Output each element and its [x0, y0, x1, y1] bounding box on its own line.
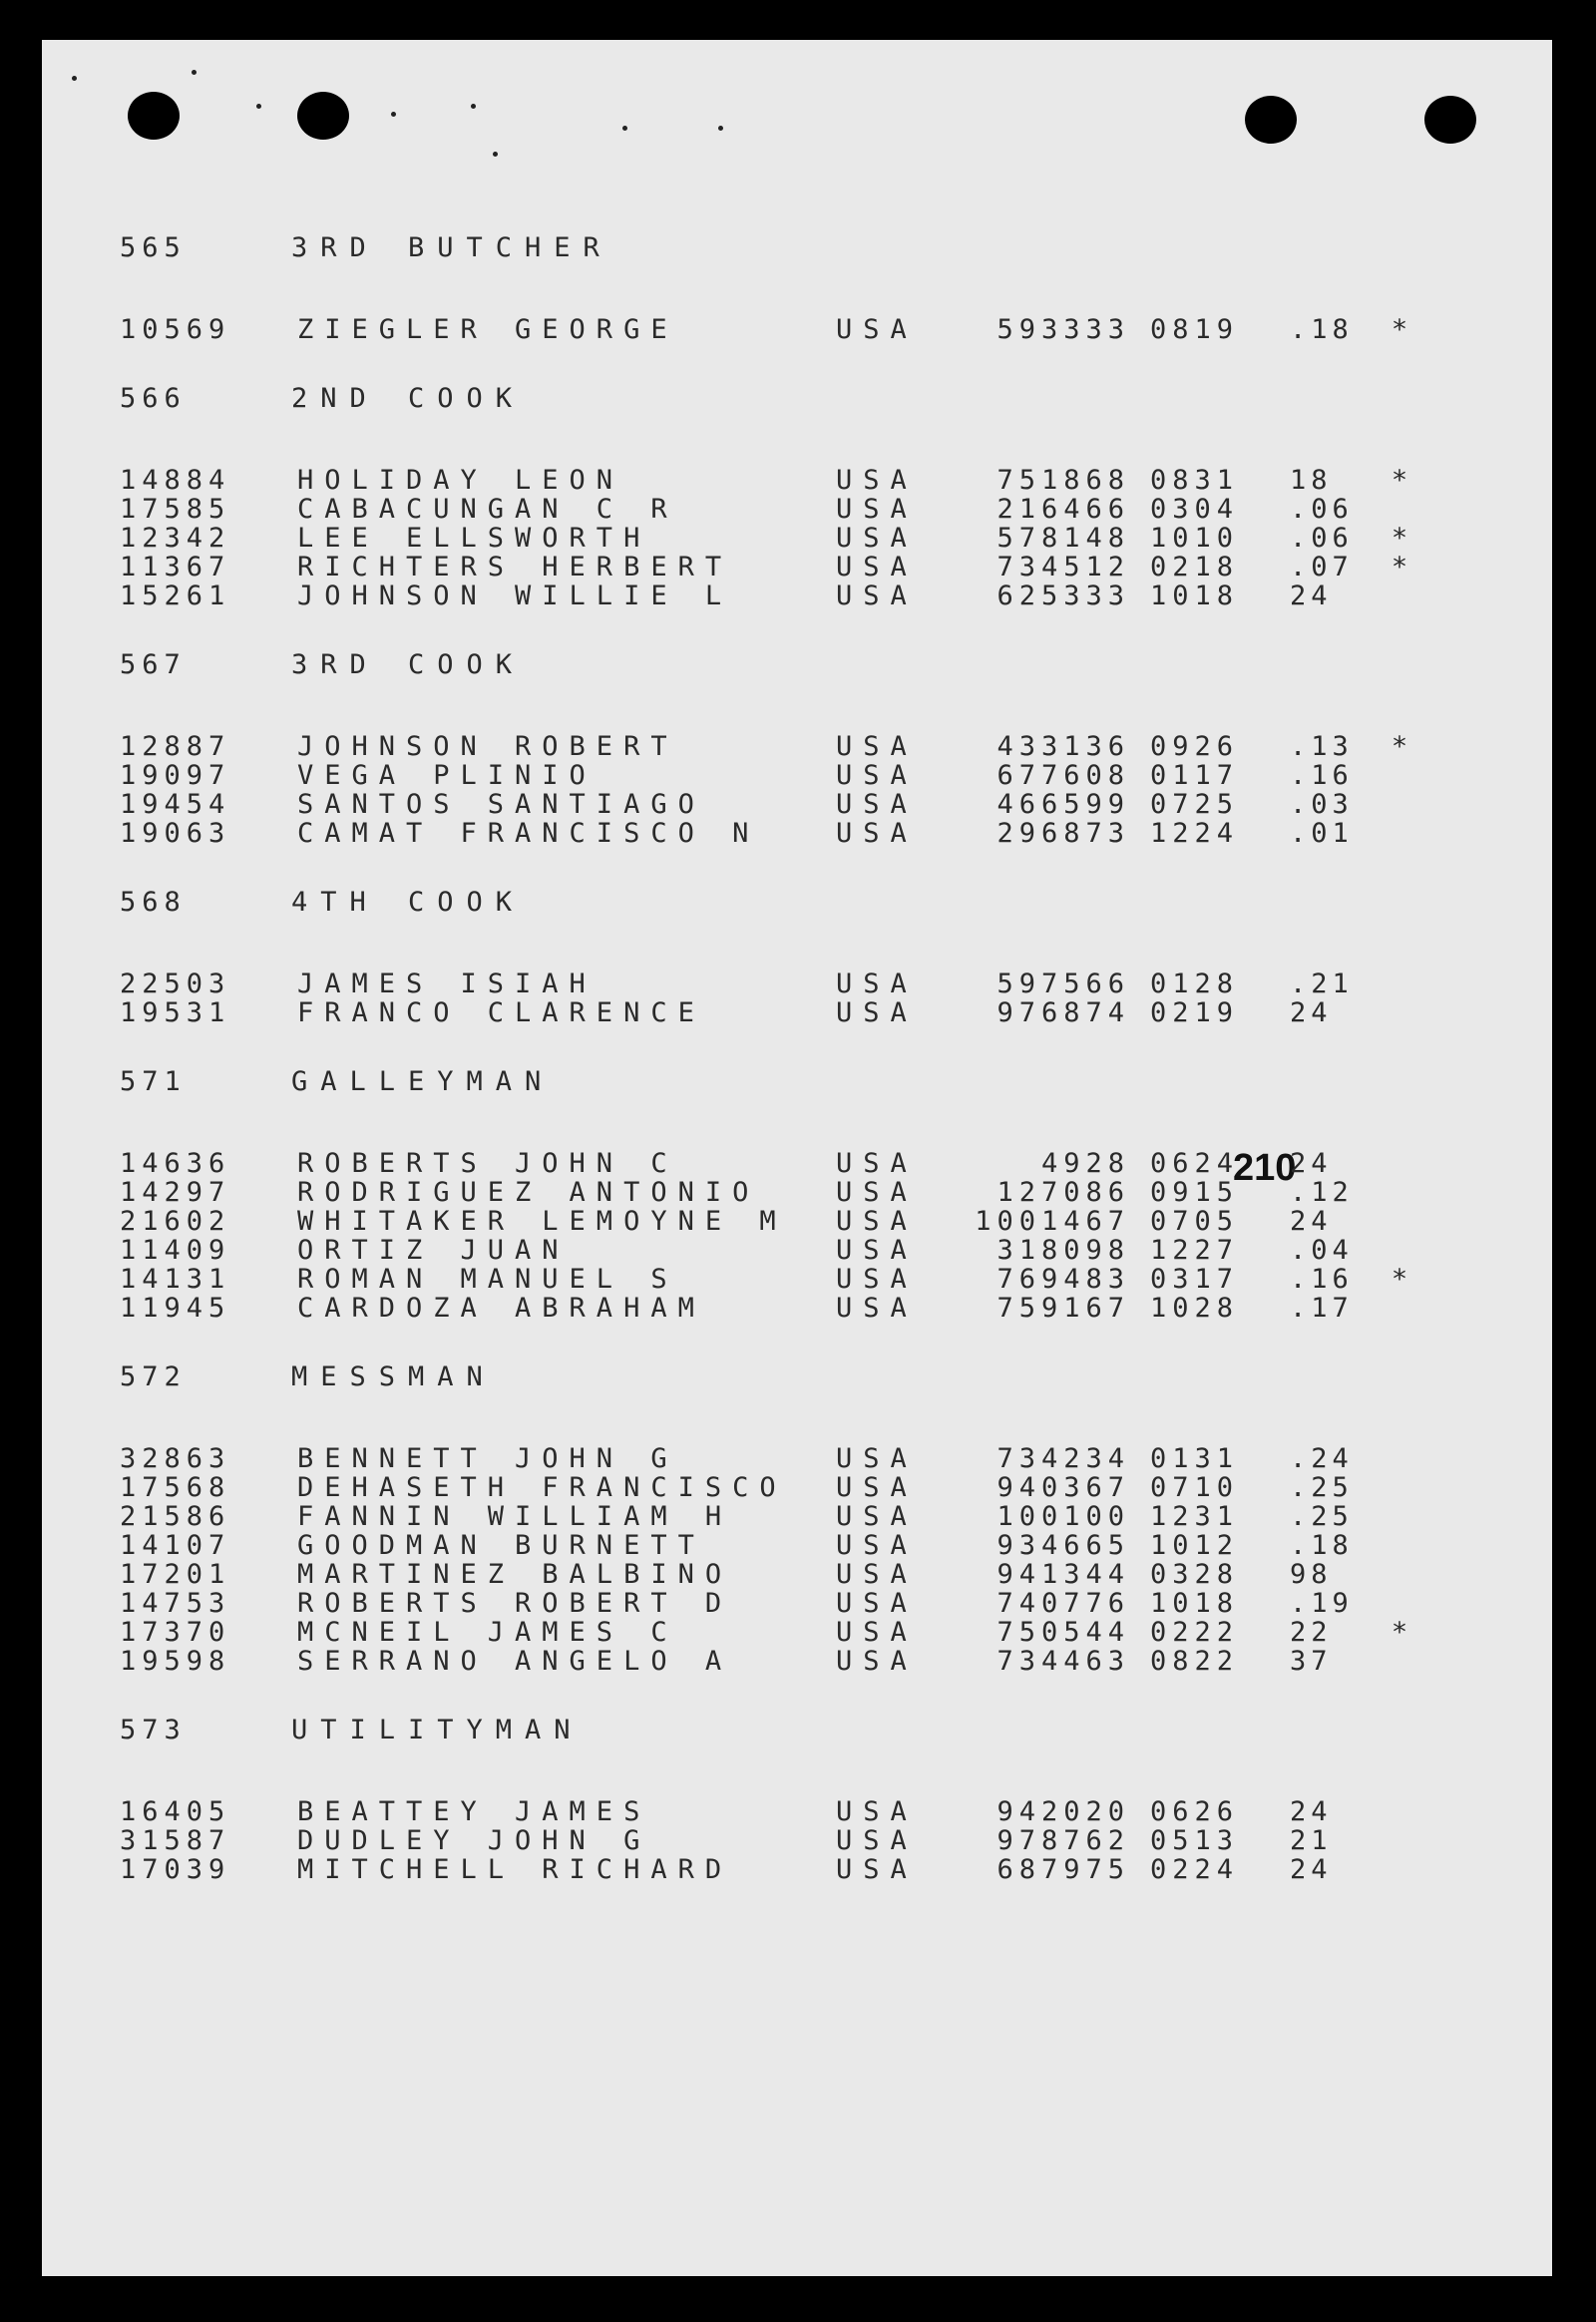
crew-name: BEATTEY JAMES — [297, 1796, 651, 1827]
nationality: USA — [836, 1206, 918, 1237]
crew-number: 14636 — [120, 1148, 231, 1179]
nationality: USA — [836, 1588, 918, 1619]
ink-speck — [471, 104, 476, 109]
value-code: 24 — [1290, 1148, 1333, 1179]
crew-row — [120, 1797, 1516, 1826]
nationality: USA — [836, 1293, 918, 1324]
value-code: .25 — [1290, 1501, 1354, 1532]
document-number: 940367 — [997, 1472, 1130, 1503]
document-number: 934665 — [997, 1530, 1130, 1561]
crew-number: 31587 — [120, 1825, 231, 1856]
nationality: USA — [836, 523, 918, 554]
nationality: USA — [836, 1148, 918, 1179]
crew-row — [120, 998, 1516, 1027]
crew-row — [120, 1618, 1516, 1647]
value-code: .21 — [1290, 968, 1354, 999]
date-code: 1012 — [1150, 1530, 1240, 1561]
value-code: .03 — [1290, 789, 1354, 820]
crew-number: 21602 — [120, 1206, 231, 1237]
document-number: 216466 — [997, 494, 1130, 525]
date-code: 0117 — [1150, 760, 1240, 791]
rating-section — [120, 1356, 1516, 1676]
crew-name: MARTINEZ BALBINO — [297, 1559, 733, 1590]
ink-speck — [718, 126, 723, 131]
crew-row — [120, 495, 1516, 524]
asterisk-mark: * — [1391, 552, 1408, 582]
crew-number: 19097 — [120, 760, 231, 791]
document-number: 466599 — [997, 789, 1130, 820]
date-code: 0725 — [1150, 789, 1240, 820]
crew-row — [120, 1560, 1516, 1589]
value-code: 37 — [1290, 1646, 1333, 1677]
value-code: .24 — [1290, 1443, 1354, 1474]
value-code: .12 — [1290, 1177, 1354, 1208]
date-code: 0128 — [1150, 968, 1240, 999]
nationality: USA — [836, 1617, 918, 1648]
rating-code: 565 — [120, 231, 187, 263]
value-code: 21 — [1290, 1825, 1333, 1856]
crew-number: 17201 — [120, 1559, 231, 1590]
rating-title: 3RD COOK — [291, 648, 526, 680]
crew-number: 17039 — [120, 1854, 231, 1885]
rating-code: 572 — [120, 1360, 187, 1392]
document-number: 593333 — [997, 314, 1130, 345]
nationality: USA — [836, 1264, 918, 1295]
crew-name: ROBERTS JOHN C — [297, 1148, 678, 1179]
crew-name: JAMES ISIAH — [297, 968, 597, 999]
rating-title: GALLEYMAN — [291, 1065, 555, 1097]
nationality: USA — [836, 1796, 918, 1827]
document-number: 759167 — [997, 1293, 1130, 1324]
rating-section — [120, 1061, 1516, 1323]
crew-number: 11367 — [120, 552, 231, 582]
document-number: 751868 — [997, 465, 1130, 496]
crew-name: JOHNSON WILLIE L — [297, 580, 733, 611]
crew-row — [120, 1473, 1516, 1502]
nationality: USA — [836, 1177, 918, 1208]
crew-row — [120, 466, 1516, 495]
date-code: 0926 — [1150, 731, 1240, 762]
value-code: 24 — [1290, 1796, 1333, 1827]
value-code: .25 — [1290, 1472, 1354, 1503]
nationality: USA — [836, 997, 918, 1028]
punch-hole — [128, 92, 180, 140]
crew-name: DUDLEY JOHN G — [297, 1825, 651, 1856]
nationality: USA — [836, 494, 918, 525]
value-code: .06 — [1290, 494, 1354, 525]
value-code: .13 — [1290, 731, 1354, 762]
nationality: USA — [836, 1530, 918, 1561]
crew-row — [120, 315, 1516, 344]
rating-code: 566 — [120, 382, 187, 414]
date-code: 0131 — [1150, 1443, 1240, 1474]
rating-title: 4TH COOK — [291, 886, 526, 918]
crew-number: 17568 — [120, 1472, 231, 1503]
crew-name: WHITAKER LEMOYNE M — [297, 1206, 787, 1237]
document-number: 750544 — [997, 1617, 1130, 1648]
crew-number: 32863 — [120, 1443, 231, 1474]
document-number: 1001467 — [975, 1206, 1130, 1237]
crew-name: ROMAN MANUEL S — [297, 1264, 678, 1295]
document-number: 941344 — [997, 1559, 1130, 1590]
crew-name: CARDOZA ABRAHAM — [297, 1293, 705, 1324]
nationality: USA — [836, 580, 918, 611]
crew-name: RICHTERS HERBERT — [297, 552, 733, 582]
document-number: 296873 — [997, 818, 1130, 849]
crew-name: FRANCO CLARENCE — [297, 997, 705, 1028]
crew-name: GOODMAN BURNETT — [297, 1530, 705, 1561]
crew-name: CAMAT FRANCISCO N — [297, 818, 760, 849]
value-code: 24 — [1290, 580, 1333, 611]
date-code: 0624 — [1150, 1148, 1240, 1179]
crew-number: 15261 — [120, 580, 231, 611]
section-header — [120, 882, 1516, 922]
crew-number: 21586 — [120, 1501, 231, 1532]
rating-section — [120, 1710, 1516, 1884]
rating-title: 2ND COOK — [291, 382, 526, 414]
nationality: USA — [836, 1235, 918, 1266]
crew-number: 11409 — [120, 1235, 231, 1266]
nationality: USA — [836, 465, 918, 496]
crew-row — [120, 1149, 1516, 1178]
asterisk-mark: * — [1391, 731, 1408, 762]
page-number: 210 — [1233, 1147, 1297, 1189]
crew-row — [120, 790, 1516, 819]
value-code: 24 — [1290, 997, 1333, 1028]
crew-name: DEHASETH FRANCISCO — [297, 1472, 787, 1503]
crew-row — [120, 581, 1516, 610]
date-code: 0626 — [1150, 1796, 1240, 1827]
date-code: 1224 — [1150, 818, 1240, 849]
asterisk-mark: * — [1391, 465, 1408, 496]
nationality: USA — [836, 789, 918, 820]
punch-hole — [297, 92, 349, 140]
document-number: 734512 — [997, 552, 1130, 582]
section-header — [120, 227, 1516, 267]
rating-code: 571 — [120, 1065, 187, 1097]
date-code: 1018 — [1150, 1588, 1240, 1619]
crew-list — [120, 227, 1516, 1918]
crew-number: 14753 — [120, 1588, 231, 1619]
date-code: 0224 — [1150, 1854, 1240, 1885]
document-number: 740776 — [997, 1588, 1130, 1619]
rating-section — [120, 227, 1516, 344]
crew-number: 19454 — [120, 789, 231, 820]
date-code: 1028 — [1150, 1293, 1240, 1324]
nationality: USA — [836, 1559, 918, 1590]
date-code: 0710 — [1150, 1472, 1240, 1503]
crew-row — [120, 819, 1516, 848]
value-code: .16 — [1290, 1264, 1354, 1295]
crew-row — [120, 1531, 1516, 1560]
crew-row — [120, 1647, 1516, 1676]
value-code: .17 — [1290, 1293, 1354, 1324]
value-code: 24 — [1290, 1854, 1333, 1885]
date-code: 0822 — [1150, 1646, 1240, 1677]
date-code: 1010 — [1150, 523, 1240, 554]
date-code: 0819 — [1150, 314, 1240, 345]
nationality: USA — [836, 1472, 918, 1503]
crew-name: VEGA PLINIO — [297, 760, 597, 791]
date-code: 1018 — [1150, 580, 1240, 611]
date-code: 0513 — [1150, 1825, 1240, 1856]
crew-name: SERRANO ANGELO A — [297, 1646, 733, 1677]
crew-number: 19063 — [120, 818, 231, 849]
crew-number: 14107 — [120, 1530, 231, 1561]
section-header — [120, 1710, 1516, 1749]
value-code: 22 — [1290, 1617, 1333, 1648]
nationality: USA — [836, 314, 918, 345]
nationality: USA — [836, 968, 918, 999]
nationality: USA — [836, 760, 918, 791]
date-code: 0915 — [1150, 1177, 1240, 1208]
crew-number: 19531 — [120, 997, 231, 1028]
value-code: 24 — [1290, 1206, 1333, 1237]
crew-row — [120, 1236, 1516, 1265]
date-code: 0218 — [1150, 552, 1240, 582]
value-code: .04 — [1290, 1235, 1354, 1266]
rating-section — [120, 644, 1516, 848]
value-code: 18 — [1290, 465, 1333, 496]
date-code: 1231 — [1150, 1501, 1240, 1532]
crew-name: MITCHELL RICHARD — [297, 1854, 733, 1885]
ink-speck — [192, 70, 197, 75]
section-header — [120, 644, 1516, 684]
crew-name: ROBERTS ROBERT D — [297, 1588, 733, 1619]
nationality: USA — [836, 1854, 918, 1885]
crew-row — [120, 1265, 1516, 1294]
section-header — [120, 1061, 1516, 1101]
document-number: 127086 — [997, 1177, 1130, 1208]
rating-title: MESSMAN — [291, 1360, 496, 1392]
crew-number: 22503 — [120, 968, 231, 999]
nationality: USA — [836, 731, 918, 762]
date-code: 0317 — [1150, 1264, 1240, 1295]
nationality: USA — [836, 552, 918, 582]
crew-number: 17370 — [120, 1617, 231, 1648]
nationality: USA — [836, 1646, 918, 1677]
value-code: .06 — [1290, 523, 1354, 554]
crew-row — [120, 1589, 1516, 1618]
value-code: .01 — [1290, 818, 1354, 849]
ink-speck — [256, 104, 261, 109]
ink-speck — [493, 152, 498, 157]
crew-name: ORTIZ JUAN — [297, 1235, 570, 1266]
document-number: 625333 — [997, 580, 1130, 611]
crew-row — [120, 1855, 1516, 1884]
date-code: 1227 — [1150, 1235, 1240, 1266]
rating-section — [120, 378, 1516, 610]
document-number: 4928 — [1040, 1148, 1130, 1179]
crew-name: FANNIN WILLIAM H — [297, 1501, 733, 1532]
crew-number: 14884 — [120, 465, 231, 496]
crew-row — [120, 1294, 1516, 1323]
document-number: 687975 — [997, 1854, 1130, 1885]
crew-name: RODRIGUEZ ANTONIO — [297, 1177, 760, 1208]
crew-row — [120, 524, 1516, 553]
crew-number: 12887 — [120, 731, 231, 762]
rating-code: 568 — [120, 886, 187, 918]
ink-speck — [72, 76, 77, 81]
crew-number: 16405 — [120, 1796, 231, 1827]
date-code: 0328 — [1150, 1559, 1240, 1590]
crew-row — [120, 761, 1516, 790]
document-number: 769483 — [997, 1264, 1130, 1295]
rating-code: 567 — [120, 648, 187, 680]
asterisk-mark: * — [1391, 1264, 1408, 1295]
date-code: 0219 — [1150, 997, 1240, 1028]
document-number: 978762 — [997, 1825, 1130, 1856]
crew-row — [120, 553, 1516, 581]
crew-name: CABACUNGAN C R — [297, 494, 678, 525]
crew-row — [120, 1826, 1516, 1855]
crew-row — [120, 1178, 1516, 1207]
crew-number: 10569 — [120, 314, 231, 345]
crew-name: HOLIDAY LEON — [297, 465, 624, 496]
crew-row — [120, 1207, 1516, 1236]
crew-row — [120, 969, 1516, 998]
asterisk-mark: * — [1391, 523, 1408, 554]
crew-number: 11945 — [120, 1293, 231, 1324]
rating-title: UTILITYMAN — [291, 1714, 584, 1745]
crew-name: BENNETT JOHN G — [297, 1443, 678, 1474]
document-number: 578148 — [997, 523, 1130, 554]
value-code: .16 — [1290, 760, 1354, 791]
crew-row — [120, 1444, 1516, 1473]
document-number: 677608 — [997, 760, 1130, 791]
document-number: 976874 — [997, 997, 1130, 1028]
crew-number: 17585 — [120, 494, 231, 525]
document-number: 942020 — [997, 1796, 1130, 1827]
asterisk-mark: * — [1391, 314, 1408, 345]
asterisk-mark: * — [1391, 1617, 1408, 1648]
value-code: .19 — [1290, 1588, 1354, 1619]
document-number: 318098 — [997, 1235, 1130, 1266]
nationality: USA — [836, 818, 918, 849]
crew-row — [120, 732, 1516, 761]
punch-hole — [1424, 96, 1476, 144]
document-number: 734463 — [997, 1646, 1130, 1677]
ink-speck — [622, 126, 627, 131]
rating-code: 573 — [120, 1714, 187, 1745]
date-code: 0222 — [1150, 1617, 1240, 1648]
crew-number: 12342 — [120, 523, 231, 554]
crew-row — [120, 1502, 1516, 1531]
nationality: USA — [836, 1825, 918, 1856]
document-number: 734234 — [997, 1443, 1130, 1474]
rating-section — [120, 882, 1516, 1027]
rating-title: 3RD BUTCHER — [291, 231, 612, 263]
crew-number: 19598 — [120, 1646, 231, 1677]
crew-number: 14297 — [120, 1177, 231, 1208]
crew-name: MCNEIL JAMES C — [297, 1617, 678, 1648]
crew-name: JOHNSON ROBERT — [297, 731, 678, 762]
crew-name: LEE ELLSWORTH — [297, 523, 651, 554]
punch-hole — [1245, 96, 1297, 144]
crew-number: 14131 — [120, 1264, 231, 1295]
nationality: USA — [836, 1501, 918, 1532]
value-code: .07 — [1290, 552, 1354, 582]
crew-name: ZIEGLER GEORGE — [297, 314, 678, 345]
document-number: 433136 — [997, 731, 1130, 762]
ink-speck — [391, 112, 396, 117]
value-code: .18 — [1290, 1530, 1354, 1561]
date-code: 0304 — [1150, 494, 1240, 525]
nationality: USA — [836, 1443, 918, 1474]
value-code: .18 — [1290, 314, 1354, 345]
document-number: 597566 — [997, 968, 1130, 999]
document-number: 100100 — [997, 1501, 1130, 1532]
section-header — [120, 1356, 1516, 1396]
date-code: 0831 — [1150, 465, 1240, 496]
crew-name: SANTOS SANTIAGO — [297, 789, 705, 820]
value-code: 98 — [1290, 1559, 1333, 1590]
date-code: 0705 — [1150, 1206, 1240, 1237]
section-header — [120, 378, 1516, 418]
